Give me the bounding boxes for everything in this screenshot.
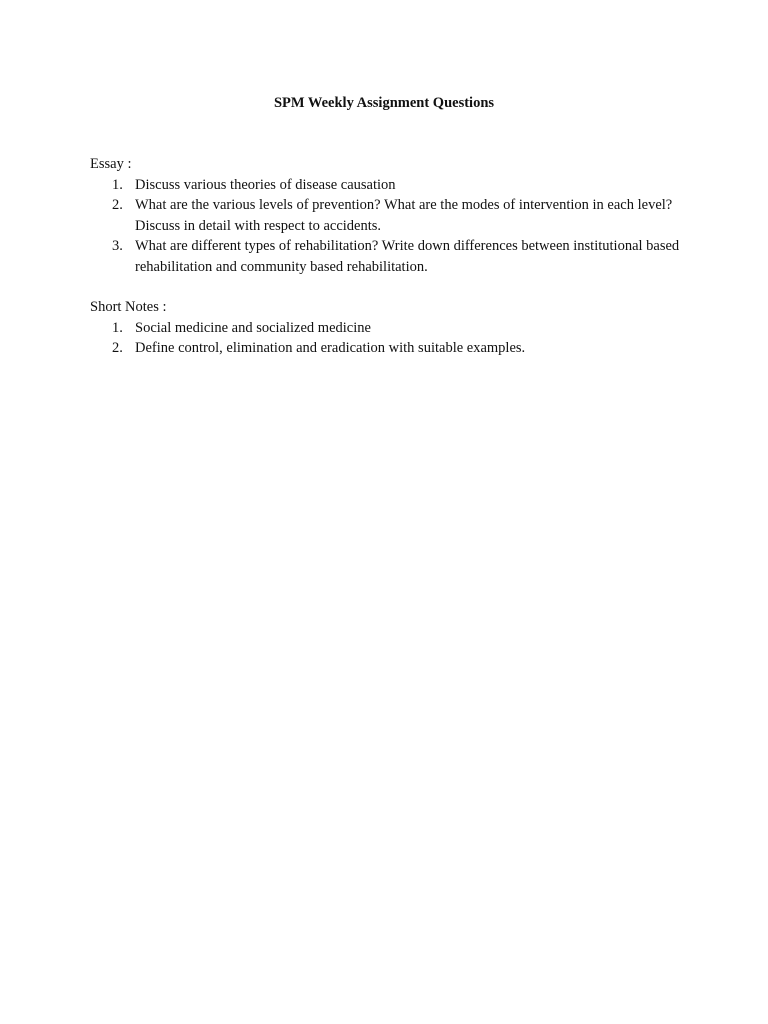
- document-title: SPM Weekly Assignment Questions: [273, 95, 495, 111]
- question-text: Discuss various theories of disease causation: [135, 176, 396, 193]
- essay-question-1: [90, 175, 680, 196]
- essay-question-2: [90, 195, 680, 236]
- question-number: 2.: [112, 340, 123, 356]
- essay-heading: Essay :: [90, 156, 132, 172]
- question-number: 3.: [112, 238, 123, 254]
- short-note-1: [90, 318, 680, 339]
- question-text: Social medicine and socialized medicine: [135, 319, 371, 336]
- short-notes-question-list: [90, 318, 680, 359]
- question-number: 1.: [112, 176, 123, 193]
- essay-question-3: [90, 236, 680, 277]
- question-number: 2.: [112, 197, 123, 213]
- question-number: 1.: [112, 319, 123, 336]
- essay-section: [90, 154, 680, 277]
- question-text: Define control, elimination and eradication with suitable examples.: [135, 340, 526, 356]
- short-notes-section: [90, 297, 680, 359]
- essay-question-list: [90, 175, 680, 278]
- question-text: What are the various levels of prevention? What are the modes of intervention in each level? Discuss in detail with respect to accidents.: [135, 197, 673, 234]
- question-text: What are different types of rehabilitation? Write down differences between institutional based rehabilitation and community based rehabilitation.: [135, 238, 680, 275]
- short-notes-heading: Short Notes :: [90, 299, 167, 315]
- short-note-2: [90, 338, 680, 359]
